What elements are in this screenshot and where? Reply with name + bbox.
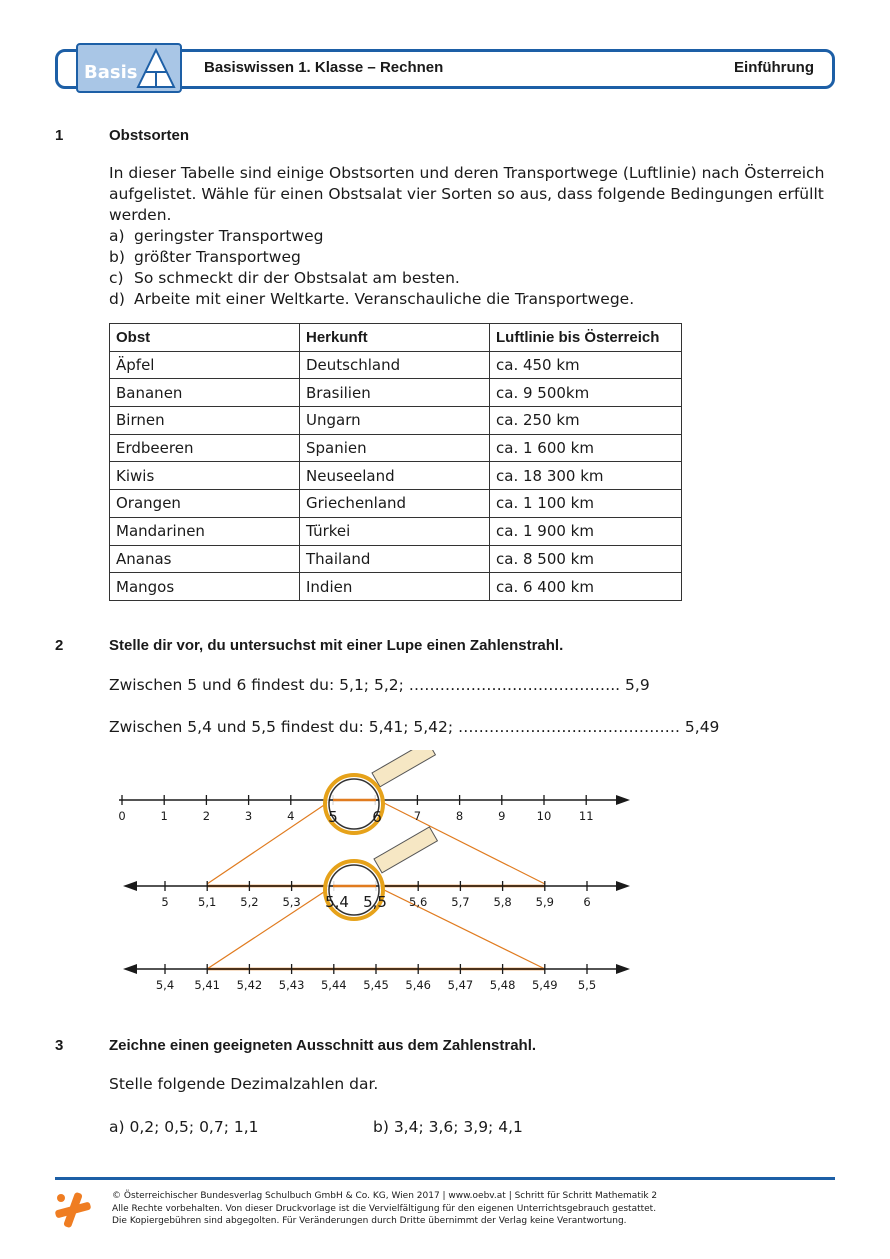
intro-line: aufgelistet. Wähle für einen Obstsalat vier Sorten so aus, dass folgende Bedingungen erfüllt [109,185,824,203]
table-cell: Spanien [300,434,490,462]
tick-label: 5,5 [577,978,597,992]
tick-label: 5,4 [155,978,175,992]
tick-label: 5,45 [363,978,389,992]
task-3-number: 3 [55,1037,64,1054]
arrow-left-icon [123,881,137,891]
task-3-text: Stelle folgende Dezimalzahlen dar. [109,1075,379,1093]
tick-label: 5,49 [531,978,558,992]
intro-line: werden. [109,206,172,224]
list-item: d) Arbeite mit einer Weltkarte. Veranschauliche die Transportwege. [109,290,635,308]
task-1-text [109,163,829,310]
footer-line: Die Kopiergebühren sind abgegolten. Für Veränderungen durch Dritte übernimmt der Verlag keine Verantwortung. [112,1216,627,1226]
arrow-right-icon [616,964,630,974]
task-3-title: Zeichne einen geeigneten Ausschnitt aus dem Zahlenstrahl. [109,1037,537,1054]
list-item: c) So schmeckt dir der Obstsalat am besten. [109,269,460,287]
table-cell: Brasilien [300,379,490,407]
tick-label: 8 [455,809,464,823]
table-cell: ca. 6 400 km [490,573,682,601]
table-cell: Mandarinen [110,517,300,545]
publisher-logo-icon [53,1190,93,1230]
magnified-label: 5,4 [325,893,349,911]
column-header: Herkunft [300,324,490,352]
table-cell: Ananas [110,545,300,573]
table-cell: ca. 9 500km [490,379,682,407]
table-cell: ca. 1 600 km [490,434,682,462]
table-cell: ca. 8 500 km [490,545,682,573]
table-cell: Ungarn [300,407,490,435]
table-row [110,379,682,407]
header-title: Basiswissen 1. Klasse – Rechnen [204,59,444,76]
tick-label: 5,41 [194,978,221,992]
tick-label: 5,8 [493,895,512,909]
footer-line: Alle Rechte vorbehalten. Von dieser Druckvorlage ist die Vervielfältigung für den eigenen Unterrichtsgebrauch gestattet. [112,1203,657,1214]
intro-line: In dieser Tabelle sind einige Obstsorten und deren Transportwege (Luftlinie) nach Österreich [109,164,825,182]
table-cell: Mangos [110,573,300,601]
table-cell: Birnen [110,407,300,435]
arrow-right-icon [616,881,630,891]
tick-label: 5,6 [409,895,428,909]
task-2-title: Stelle dir vor, du untersuchst mit einer Lupe einen Zahlenstrahl. [109,637,564,654]
logo-text: Basis [84,62,138,83]
table-row [110,462,682,490]
tick-label: 5,42 [236,978,263,992]
table-cell: Orangen [110,490,300,518]
magnified-label: 6 [372,808,382,826]
tick-label: 5,48 [489,978,516,992]
footer-divider [55,1177,835,1180]
magnified-label: 5,5 [363,893,387,911]
table-cell: ca. 1 100 km [490,490,682,518]
list-item: b) größter Transportweg [109,248,301,266]
tick-label: 4 [287,809,295,823]
table-row [110,545,682,573]
table-cell: Erdbeeren [110,434,300,462]
tick-label: 5,7 [451,895,470,909]
column-header: Obst [110,324,300,352]
tick-label: 5,44 [320,978,347,992]
tick-label: 5,46 [405,978,432,992]
tick-label: 10 [536,809,552,823]
tick-label: 7 [413,809,422,823]
table-cell: Indien [300,573,490,601]
table-cell: ca. 1 900 km [490,517,682,545]
arrow-left-icon [123,964,137,974]
tick-label: 5,3 [282,895,301,909]
table-row [110,517,682,545]
table-cell: Neuseeland [300,462,490,490]
column-header: Luftlinie bis Österreich [490,324,682,352]
tick-label: 6 [583,895,591,909]
table-cell: Äpfel [110,351,300,379]
task-2-line-1: Zwischen 5 und 6 findest du: 5,1; 5,2; ………………………………….. 5,9 [109,676,650,694]
magnified-label: 5 [328,808,338,826]
tick-label: 5,1 [198,895,217,909]
task-3-part-a: a) 0,2; 0,5; 0,7; 1,1 [109,1118,259,1136]
table-cell: Türkei [300,517,490,545]
table-row [110,351,682,379]
tick-label: 5,2 [240,895,259,909]
table-cell: Thailand [300,545,490,573]
triangle-logo-icon [136,47,176,91]
task-3-part-b: b) 3,4; 3,6; 3,9; 4,1 [373,1118,523,1136]
tick-label: 5,43 [278,978,305,992]
footer-line: © Österreichischer Bundesverlag Schulbuch GmbH & Co. KG, Wien 2017 | www.oebv.at | Schritt für Schritt Mathematik 2 [112,1191,658,1201]
table-row [110,490,682,518]
arrow-right-icon [616,795,630,805]
tick-label: 5 [161,895,169,909]
tick-label: 5,9 [535,895,554,909]
header-section: Einführung [734,59,814,76]
table-cell: ca. 450 km [490,351,682,379]
table-cell: Deutschland [300,351,490,379]
number-line-figure [0,750,890,1000]
task-1-number: 1 [55,127,64,144]
table-cell: Kiwis [110,462,300,490]
table-cell: Griechenland [300,490,490,518]
table-row [110,434,682,462]
footer-text [112,1190,657,1228]
task-2-number: 2 [55,637,64,654]
tick-label: 0 [118,809,126,823]
table-cell: ca. 18 300 km [490,462,682,490]
tick-label: 2 [202,809,211,823]
tick-label: 5,47 [447,978,474,992]
table-cell: Bananen [110,379,300,407]
tick-label: 3 [244,809,253,823]
table-row [110,573,682,601]
fruit-table [109,323,682,601]
task-1-title: Obstsorten [109,127,190,144]
task-2-line-2: Zwischen 5,4 und 5,5 findest du: 5,41; 5,42; ……………………………………. 5,49 [109,718,720,736]
table-row [110,407,682,435]
tick-label: 11 [578,809,594,823]
tick-label: 1 [160,809,168,823]
list-item: a) geringster Transportweg [109,227,324,245]
table-header-row [110,324,682,352]
tick-label: 9 [498,809,506,823]
table-cell: ca. 250 km [490,407,682,435]
